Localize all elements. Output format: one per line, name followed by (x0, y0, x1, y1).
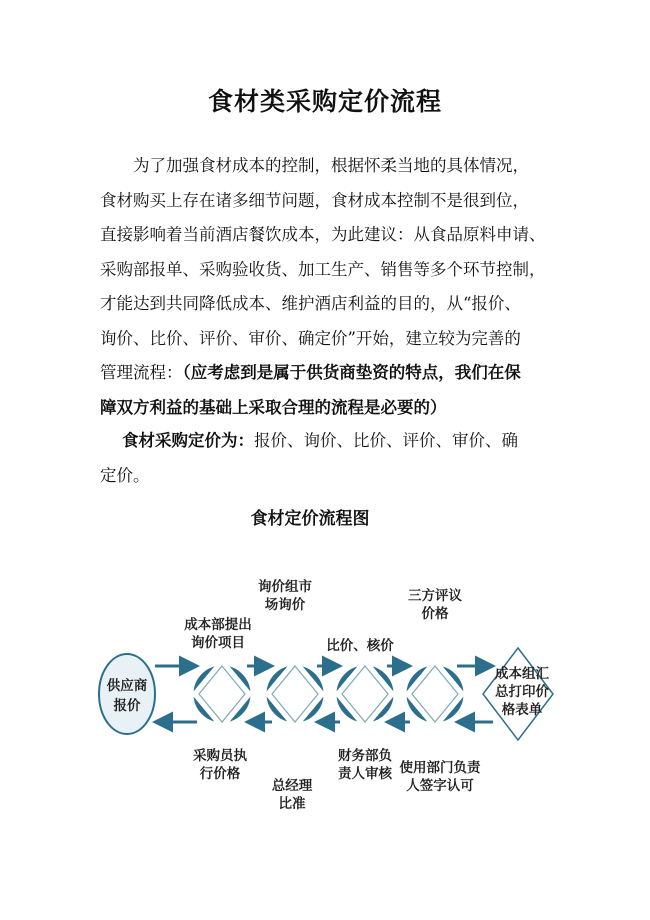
process-node (192, 658, 252, 730)
para-line: 询价、比价、评价、审价、确定价”开始，建立较为完善的 (100, 328, 521, 348)
step-label-execute: 采购员执 (193, 748, 247, 764)
para-line (100, 424, 560, 459)
end-node-label: 格表单 (501, 702, 543, 718)
step-label-evaluate: 三方评议 (408, 588, 462, 604)
para-line (100, 356, 560, 391)
step-label-inquiry: 场询价 (264, 597, 306, 613)
para-line: 食材购买上存在诸多细节问题，食材成本控制不是很到位， (100, 190, 529, 210)
step-label-inquiry: 询价组市 (258, 579, 312, 595)
para-text: 管理流程： (100, 363, 183, 382)
process-node (335, 658, 395, 730)
pricing-label: 食材采购定价为： (122, 431, 254, 450)
step-label-request: 成本部提出 (184, 617, 252, 633)
step-label-finance: 责人审核 (338, 766, 392, 782)
pricing-paragraph (100, 424, 560, 493)
page-title: 食材类采购定价流程 (207, 87, 442, 116)
end-node-label: 总打印价 (495, 684, 549, 700)
para-emphasis: （应考虑到是属于供货商垫资的特点，我们在保 (182, 363, 521, 382)
para-line: 直接影响着当前酒店餐饮成本，为此建议：从食品原料申请、 (100, 225, 546, 244)
flow-diagram (95, 500, 565, 830)
step-label-compare: 比价、核价 (326, 638, 394, 654)
step-label-gm-approve: 总经理 (271, 778, 313, 794)
end-node-label: 成本组汇 (495, 666, 549, 682)
para-emphasis-line: 障双方利益的基础上采取合理的流程是必要的） (100, 397, 447, 417)
para-line: 才能达到共同降低成本、维护酒店利益的目的，从“报价、 (100, 294, 521, 313)
step-label-gm-approve: 比准 (278, 796, 306, 812)
para-line: 为了加强食材成本的控制，根据怀柔当地的具体情况， (133, 156, 529, 175)
pricing-text: 报价、询价、比价、评价、审价、确 (254, 431, 518, 450)
diagram-title: 食材定价流程图 (250, 509, 370, 529)
step-label-dept-sign: 人签字认可 (406, 778, 474, 794)
process-node (405, 658, 465, 730)
start-node-label: 报价 (113, 698, 141, 714)
para-line: 定价。 (100, 465, 150, 485)
step-label-finance: 财务部负 (338, 748, 392, 764)
start-node-label: 供应商 (106, 678, 148, 694)
intro-paragraph (100, 149, 560, 425)
step-label-evaluate: 价格 (421, 606, 449, 622)
para-line: 采购部报单、采购验收货、加工生产、销售等多个环节控制， (100, 259, 546, 279)
step-label-request: 询价项目 (191, 635, 245, 651)
start-node-supplier (99, 654, 155, 734)
step-label-execute: 行价格 (199, 766, 241, 782)
step-label-dept-sign: 使用部门负责 (399, 760, 481, 776)
process-node (265, 658, 325, 730)
